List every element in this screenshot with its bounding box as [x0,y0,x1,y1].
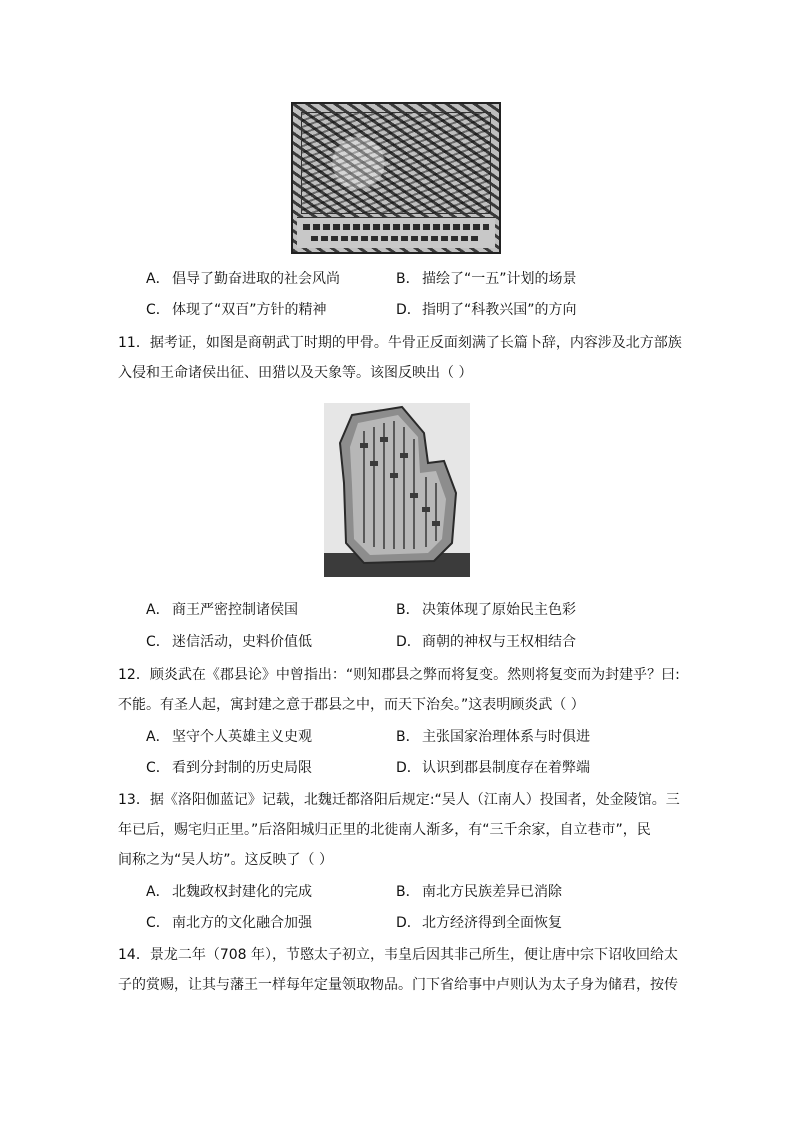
q11-option-a [146,600,298,620]
q11-option-d [396,632,576,652]
q12-option-c [146,758,312,778]
option-text: 认识到郡县制度存在着弊端 [422,760,590,776]
option-letter: B． [396,729,420,745]
q13-option-b [396,882,562,902]
q14-stem-line-1: 14．景龙二年（708 年），节愍太子初立，韦皇后因其非己所生，便让唐中宗下诏收回给太 [118,947,678,963]
option-text: 描绘了“一五”计划的场景 [422,271,577,287]
option-text: 南北方民族差异已消除 [422,884,562,900]
option-letter: D． [396,760,421,776]
q11-stem-line-2: 入侵和王命诸侯出征、田猎以及天象等。该图反映出（ ） [118,365,473,381]
q12-option-a [146,727,312,747]
option-text: 指明了“科教兴国”的方向 [422,302,577,318]
q12-option-d [396,758,590,778]
option-text: 坚守个人英雄主义史观 [172,729,312,745]
poster-image [291,102,501,254]
option-text: 迷信活动，史料价值低 [172,634,312,650]
option-text: 南北方的文化融合加强 [172,915,312,931]
q13-stem-line-3: 间称之为“吴人坊”。这反映了（ ） [118,852,333,868]
option-text: 北方经济得到全面恢复 [422,915,562,931]
option-letter: D． [396,915,421,931]
option-letter: C． [146,634,170,650]
oracle-bone-graphic [324,403,470,577]
option-text: 北魏政权封建化的完成 [172,884,312,900]
option-text: 体现了“双百”方针的精神 [172,302,327,318]
q13-stem-line-2: 年已后，赐宅归正里。”后洛阳城归正里的北徙南人渐多，有“三千余家，自立巷市”，民 [118,822,651,838]
option-letter: C． [146,760,170,776]
q13-option-d [396,913,562,933]
q14-stem-line-2: 子的赏赐，让其与藩王一样每年定量领取物品。门下省给事中卢则认为太子身为储君，按传 [118,977,678,993]
q10-option-b [396,269,577,289]
poster-illustration [301,112,491,214]
poster-caption-line [303,224,489,230]
q13-stem-line-1: 13．据《洛阳伽蓝记》记载，北魏迁都洛阳后规定:“吴人（江南人）投国者，处金陵馆。三 [118,792,680,808]
option-letter: A． [146,884,170,900]
option-letter: A． [146,271,170,287]
oracle-bone-image [324,403,470,577]
option-letter: A． [146,729,170,745]
option-text: 商朝的神权与王权相结合 [422,634,576,650]
q11-stem-line-1: 11．据考证，如图是商朝武丁时期的甲骨。牛骨正反面刻满了长篇卜辞，内容涉及北方部族 [118,335,682,351]
option-letter: B． [396,271,420,287]
option-text: 主张国家治理体系与时俱进 [422,729,590,745]
q10-option-a [146,269,340,289]
option-letter: C． [146,915,170,931]
option-letter: A． [146,602,170,618]
option-letter: D． [396,634,421,650]
option-text: 倡导了勤奋进取的社会风尚 [172,271,340,287]
q10-option-d [396,300,577,320]
option-letter: B． [396,602,420,618]
q11-option-c [146,632,312,652]
q11-option-b [396,600,576,620]
option-text: 商王严密控制诸侯国 [172,602,298,618]
option-letter: C． [146,302,170,318]
q10-option-c [146,300,327,320]
poster-caption-line [311,236,481,241]
option-letter: B． [396,884,420,900]
option-text: 看到分封制的历史局限 [172,760,312,776]
q13-option-c [146,913,312,933]
q12-stem-line-2: 不能。有圣人起，寓封建之意于郡县之中，而天下治矣。”这表明顾炎武（ ） [118,697,585,713]
option-letter: D． [396,302,421,318]
q13-option-a [146,882,312,902]
q12-stem-line-1: 12．顾炎武在《郡县论》中曾指出：“则知郡县之弊而将复变。然则将复变而为封建乎？曰: [118,667,680,683]
poster-caption-strip [297,217,495,248]
q12-option-b [396,727,590,747]
option-text: 决策体现了原始民主色彩 [422,602,576,618]
